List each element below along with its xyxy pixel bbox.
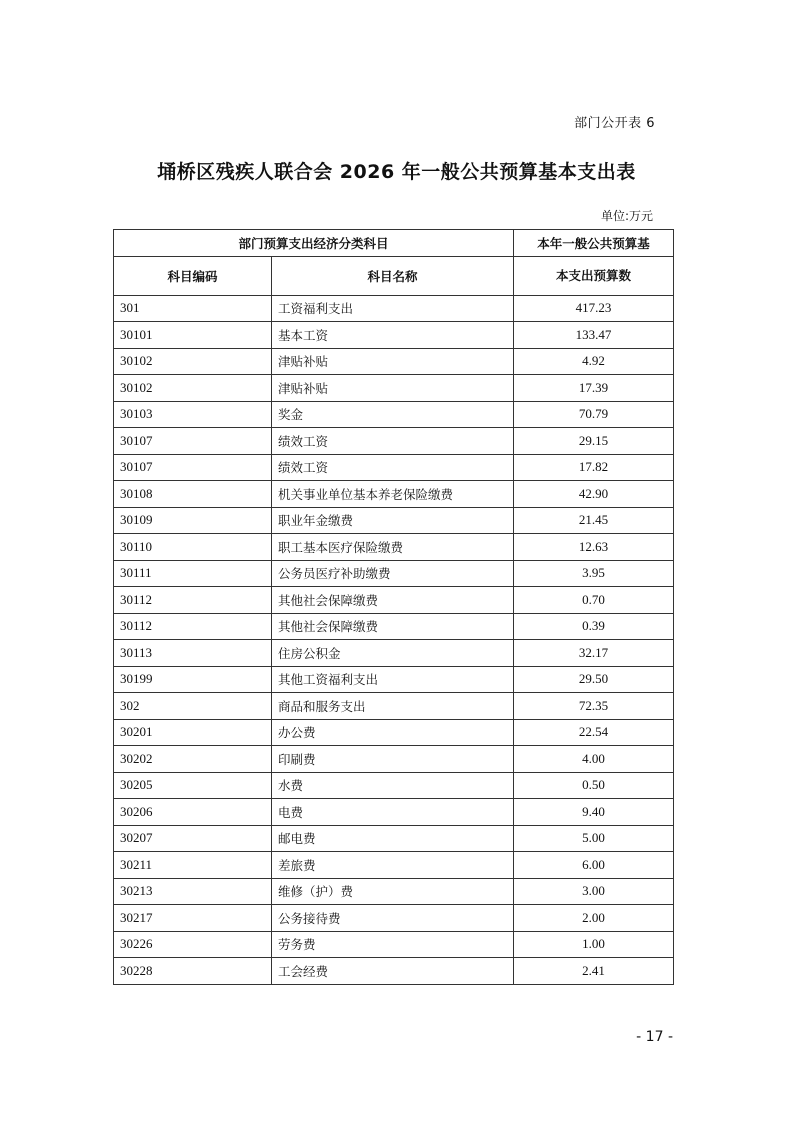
- budget-table: [113, 229, 674, 985]
- cell-name: 绩效工资: [272, 454, 514, 481]
- table-row: [114, 905, 674, 932]
- cell-amount: 6.00: [514, 852, 674, 879]
- cell-code: 30207: [114, 825, 272, 852]
- table-row: [114, 931, 674, 958]
- cell-code: 30102: [114, 375, 272, 402]
- cell-name: 水费: [272, 772, 514, 799]
- cell-name: 工会经费: [272, 958, 514, 985]
- cell-name: 劳务费: [272, 931, 514, 958]
- cell-code: 30201: [114, 719, 272, 746]
- cell-code: 30199: [114, 666, 272, 693]
- header-code: 科目编码: [114, 256, 272, 295]
- cell-code: 30101: [114, 322, 272, 349]
- cell-name: 公务接待费: [272, 905, 514, 932]
- cell-name: 邮电费: [272, 825, 514, 852]
- table-row: [114, 401, 674, 428]
- cell-code: 30103: [114, 401, 272, 428]
- cell-amount: 21.45: [514, 507, 674, 534]
- header-category-group: 部门预算支出经济分类科目: [114, 230, 514, 257]
- cell-name: 办公费: [272, 719, 514, 746]
- cell-name: 住房公积金: [272, 640, 514, 667]
- table-row: [114, 746, 674, 773]
- table-body: [114, 295, 674, 984]
- cell-amount: 0.70: [514, 587, 674, 614]
- cell-amount: 0.50: [514, 772, 674, 799]
- cell-amount: 72.35: [514, 693, 674, 720]
- cell-amount: 2.00: [514, 905, 674, 932]
- header-row-2: [114, 256, 674, 295]
- cell-amount: 4.92: [514, 348, 674, 375]
- cell-code: 30107: [114, 428, 272, 455]
- cell-amount: 2.41: [514, 958, 674, 985]
- cell-amount: 29.50: [514, 666, 674, 693]
- cell-code: 30111: [114, 560, 272, 587]
- cell-amount: 3.00: [514, 878, 674, 905]
- cell-code: 302: [114, 693, 272, 720]
- table-row: [114, 507, 674, 534]
- cell-amount: 22.54: [514, 719, 674, 746]
- cell-amount: 29.15: [514, 428, 674, 455]
- table-row: [114, 375, 674, 402]
- table-row: [114, 428, 674, 455]
- cell-code: 30112: [114, 613, 272, 640]
- cell-code: 301: [114, 295, 272, 322]
- cell-name: 电费: [272, 799, 514, 826]
- table-row: [114, 560, 674, 587]
- cell-name: 津贴补贴: [272, 348, 514, 375]
- cell-amount: 12.63: [514, 534, 674, 561]
- table-row: [114, 878, 674, 905]
- table-row: [114, 295, 674, 322]
- cell-code: 30206: [114, 799, 272, 826]
- table-row: [114, 693, 674, 720]
- cell-name: 津贴补贴: [272, 375, 514, 402]
- cell-code: 30112: [114, 587, 272, 614]
- table-row: [114, 666, 674, 693]
- table-row: [114, 454, 674, 481]
- cell-code: 30226: [114, 931, 272, 958]
- cell-name: 绩效工资: [272, 428, 514, 455]
- cell-name: 机关事业单位基本养老保险缴费: [272, 481, 514, 508]
- cell-code: 30217: [114, 905, 272, 932]
- header-amount-line2: 本支出预算数: [514, 256, 674, 295]
- table-row: [114, 719, 674, 746]
- cell-amount: 70.79: [514, 401, 674, 428]
- cell-name: 工资福利支出: [272, 295, 514, 322]
- cell-name: 基本工资: [272, 322, 514, 349]
- cell-name: 维修（护）费: [272, 878, 514, 905]
- cell-code: 30102: [114, 348, 272, 375]
- cell-code: 30205: [114, 772, 272, 799]
- table-row: [114, 640, 674, 667]
- cell-amount: 417.23: [514, 295, 674, 322]
- table-row: [114, 825, 674, 852]
- header-amount-line1: 本年一般公共预算基: [514, 230, 674, 257]
- cell-amount: 32.17: [514, 640, 674, 667]
- cell-name: 其他社会保障缴费: [272, 613, 514, 640]
- cell-amount: 5.00: [514, 825, 674, 852]
- table-row: [114, 613, 674, 640]
- cell-name: 职工基本医疗保险缴费: [272, 534, 514, 561]
- cell-name: 商品和服务支出: [272, 693, 514, 720]
- cell-amount: 42.90: [514, 481, 674, 508]
- cell-amount: 17.82: [514, 454, 674, 481]
- cell-name: 差旅费: [272, 852, 514, 879]
- header-row-1: [114, 230, 674, 257]
- cell-amount: 0.39: [514, 613, 674, 640]
- cell-code: 30202: [114, 746, 272, 773]
- table-number-label: 部门公开表 6: [574, 116, 655, 131]
- cell-name: 奖金: [272, 401, 514, 428]
- cell-amount: 1.00: [514, 931, 674, 958]
- cell-code: 30211: [114, 852, 272, 879]
- table-row: [114, 534, 674, 561]
- table-row: [114, 322, 674, 349]
- table-header: [114, 230, 674, 296]
- page-title: 埇桥区残疾人联合会 2026 年一般公共预算基本支出表: [157, 161, 636, 183]
- cell-code: 30109: [114, 507, 272, 534]
- cell-code: 30213: [114, 878, 272, 905]
- table-row: [114, 799, 674, 826]
- table-row: [114, 481, 674, 508]
- cell-name: 其他社会保障缴费: [272, 587, 514, 614]
- table-row: [114, 587, 674, 614]
- cell-amount: 17.39: [514, 375, 674, 402]
- cell-code: 30108: [114, 481, 272, 508]
- cell-code: 30110: [114, 534, 272, 561]
- cell-name: 公务员医疗补助缴费: [272, 560, 514, 587]
- unit-label: 单位:万元: [600, 209, 653, 223]
- cell-amount: 4.00: [514, 746, 674, 773]
- cell-name: 职业年金缴费: [272, 507, 514, 534]
- cell-amount: 133.47: [514, 322, 674, 349]
- cell-amount: 3.95: [514, 560, 674, 587]
- cell-code: 30228: [114, 958, 272, 985]
- table-row: [114, 348, 674, 375]
- table-row: [114, 772, 674, 799]
- table-row: [114, 852, 674, 879]
- cell-name: 印刷费: [272, 746, 514, 773]
- cell-code: 30113: [114, 640, 272, 667]
- cell-code: 30107: [114, 454, 272, 481]
- cell-amount: 9.40: [514, 799, 674, 826]
- header-name: 科目名称: [272, 256, 514, 295]
- table-row: [114, 958, 674, 985]
- page-number: - 17 -: [636, 1029, 673, 1045]
- cell-name: 其他工资福利支出: [272, 666, 514, 693]
